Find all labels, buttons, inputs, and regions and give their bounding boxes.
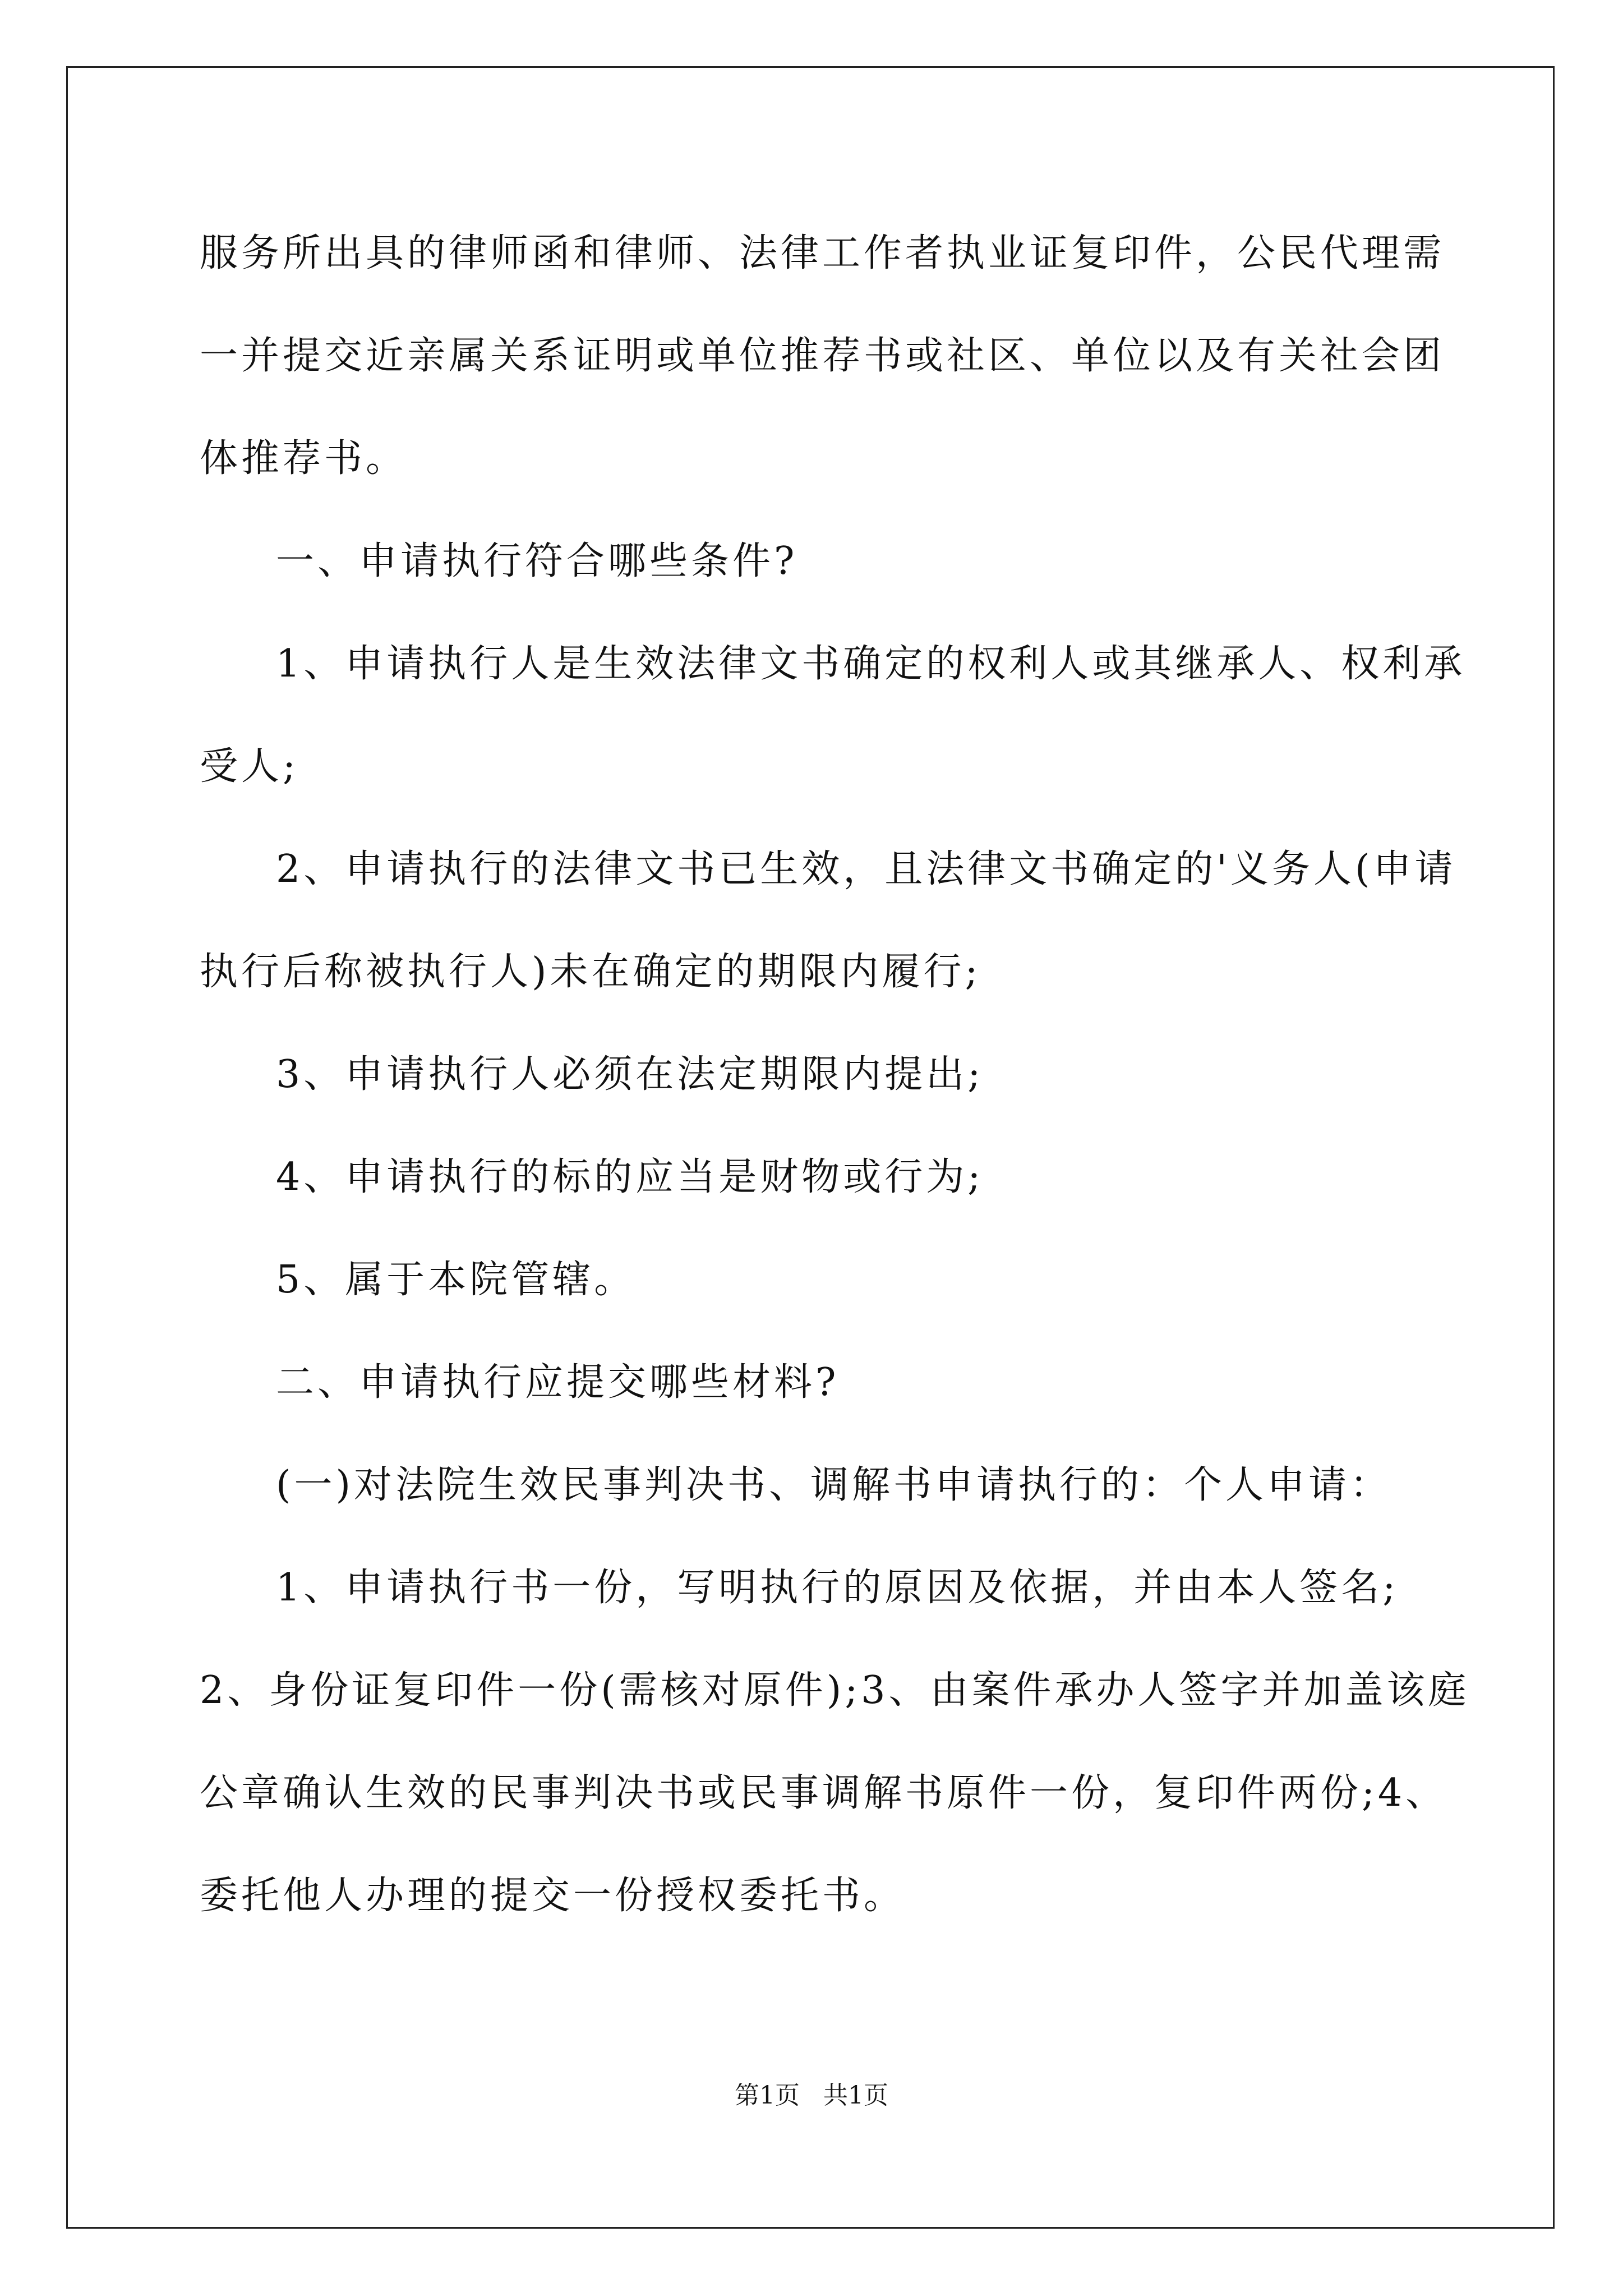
section-heading: 二、申请执行应提交哪些材料?: [276, 1360, 840, 1405]
body-line: 体推荐书。: [200, 436, 408, 481]
body-line: 公章确认生效的民事判决书或民事调解书原件一份，复印件两份;4、: [200, 1771, 1447, 1815]
section-heading: 一、申请执行符合哪些条件?: [276, 539, 798, 583]
list-item: 1、申请执行人是生效法律文书确定的权利人或其继承人、权利承: [276, 642, 1466, 686]
body-line: 执行后称被执行人)未在确定的期限内履行;: [200, 950, 981, 994]
list-item: 1、申请执行书一份，写明执行的原因及依据，并由本人签名;: [276, 1566, 1399, 1610]
list-item: 5、属于本院管辖。: [276, 1258, 636, 1302]
body-line: 委托他人办理的提交一份授权委托书。: [200, 1874, 906, 1918]
body-line: 受人;: [200, 744, 299, 789]
list-item: 2、申请执行的法律文书已生效，且法律文书确定的'义务人(申请: [276, 847, 1456, 891]
list-item: 4、申请执行的标的应当是财物或行为;: [276, 1155, 984, 1199]
subsection-heading: (一)对法院生效民事判决书、调解书申请执行的：个人申请：: [276, 1463, 1392, 1507]
body-line: 2、身份证复印件一份(需核对原件);3、由案件承办人签字并加盖该庭: [200, 1668, 1470, 1713]
body-line: 一并提交近亲属关系证明或单位推荐书或社区、单位以及有关社会团: [200, 334, 1445, 378]
page-number-footer: 第1页 共1页: [735, 2081, 888, 2110]
list-item: 3、申请执行人必须在法定期限内提出;: [276, 1052, 984, 1097]
body-line: 服务所出具的律师函和律师、法律工作者执业证复印件，公民代理需: [200, 231, 1445, 275]
